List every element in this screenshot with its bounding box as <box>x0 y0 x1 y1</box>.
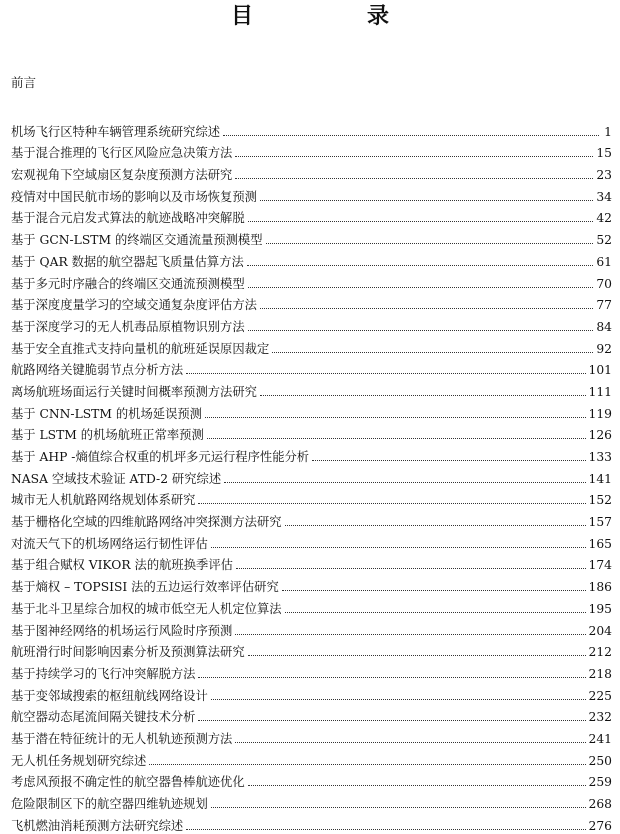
toc-entry[interactable] <box>11 617 612 639</box>
toc-entry[interactable] <box>11 747 612 769</box>
toc-entry[interactable] <box>11 378 612 400</box>
toc-entry-page: 84 <box>596 319 612 334</box>
toc-entry-title: 基于熵权 – TOPSISI 法的五边运行效率评估研究 <box>11 580 279 595</box>
toc-entry[interactable] <box>11 573 612 595</box>
toc-entry[interactable] <box>11 292 612 314</box>
dot-leader <box>236 568 586 569</box>
toc-entry-title: 航路网络关键脆弱节点分析方法 <box>11 363 184 378</box>
toc-entry-page: 92 <box>596 341 612 356</box>
toc-entry-title: 城市无人机航路网络规划体系研究 <box>11 493 196 508</box>
toc-entry-title: 基于 AHP -熵值综合权重的机坪多元运行程序性能分析 <box>11 450 310 464</box>
toc-entry-page: 165 <box>588 536 612 551</box>
toc-entry[interactable] <box>11 400 612 422</box>
toc-entry-title: 基于变邻域搜索的枢纽航线网络设计 <box>11 688 208 703</box>
toc-entry-title: 飞机燃油消耗预测方法研究综述 <box>11 818 184 833</box>
toc-entry-page: 23 <box>596 168 612 183</box>
page-title: 目 录 <box>230 3 435 29</box>
toc-entry[interactable] <box>11 270 612 292</box>
toc-entry-page: 259 <box>588 775 612 790</box>
toc-entry-title: 机场飞行区特种车辆管理系统研究综述 <box>11 124 221 139</box>
toc-entry-page: 77 <box>596 298 612 313</box>
toc-entry-page: 186 <box>588 580 612 595</box>
dot-leader <box>235 178 593 179</box>
toc-entry[interactable] <box>11 769 612 791</box>
preface-entry[interactable]: 前言 <box>11 75 37 90</box>
toc-entry-page: 218 <box>588 666 612 681</box>
dot-leader <box>248 785 586 786</box>
toc-entry-title: 基于混合元启发式算法的航迹战略冲突解脱 <box>11 211 245 226</box>
toc-entry[interactable] <box>11 226 612 248</box>
toc-entry-page: 141 <box>588 471 612 486</box>
toc-entry-title: 考虑风预报不确定性的航空器鲁棒航迹优化 <box>11 775 245 790</box>
dot-leader <box>247 265 594 266</box>
toc-entry-page: 126 <box>588 428 612 443</box>
toc-entry[interactable] <box>11 487 612 509</box>
toc-entry-title: 基于 CNN-LSTM 的机场延误预测 <box>11 406 202 421</box>
toc-entry[interactable] <box>11 443 612 465</box>
dot-leader <box>285 525 586 526</box>
dot-leader <box>198 677 585 678</box>
toc-entry-page: 250 <box>588 753 612 768</box>
toc-entry-page: 119 <box>588 406 612 421</box>
toc-entry-title: 基于 QAR 数据的航空器起飞质量估算方法 <box>11 254 244 269</box>
toc-entry[interactable] <box>11 552 612 574</box>
toc-entry-page: 34 <box>596 189 612 204</box>
toc-entry-page: 225 <box>588 688 612 703</box>
toc-entry[interactable] <box>11 205 612 227</box>
dot-leader <box>282 590 586 591</box>
toc-entry-title: 宏观视角下空域扇区复杂度预测方法研究 <box>11 168 233 183</box>
toc-entry[interactable] <box>11 335 612 357</box>
toc-entry-page: 1 <box>604 124 612 139</box>
toc-entry-page: 52 <box>596 233 612 248</box>
toc-entry[interactable] <box>11 682 612 704</box>
toc-entry-title: 基于持续学习的飞行冲突解脱方法 <box>11 666 196 681</box>
dot-leader <box>260 200 593 201</box>
dot-leader <box>207 438 586 439</box>
toc-entry[interactable] <box>11 704 612 726</box>
toc-entry-title: 离场航班场面运行关键时间概率预测方法研究 <box>11 384 257 399</box>
dot-leader <box>248 655 586 656</box>
table-of-contents <box>11 118 612 834</box>
toc-entry-page: 152 <box>588 493 612 508</box>
toc-entry-page: 212 <box>588 645 612 660</box>
toc-entry-page: 133 <box>588 450 612 464</box>
toc-entry[interactable] <box>11 530 612 552</box>
toc-entry-page: 15 <box>596 146 612 161</box>
dot-leader <box>248 287 594 288</box>
toc-entry[interactable] <box>11 508 612 530</box>
toc-entry-page: 42 <box>596 211 612 226</box>
toc-entry-title: 航空器动态尾流间隔关键技术分析 <box>11 710 196 725</box>
toc-entry-page: 101 <box>588 363 612 378</box>
toc-entry[interactable] <box>11 313 612 335</box>
toc-entry-title: 基于深度度量学习的空域交通复杂度评估方法 <box>11 298 257 313</box>
toc-entry[interactable] <box>11 248 612 270</box>
toc-entry-title: 基于混合推理的飞行区风险应急决策方法 <box>11 146 233 161</box>
toc-entry-title: 基于北斗卫星综合加权的城市低空无人机定位算法 <box>11 601 282 616</box>
dot-leader <box>248 221 594 222</box>
toc-entry-title: NASA 空域技术验证 ATD-2 研究综述 <box>11 471 222 486</box>
toc-entry-title: 危险限制区下的航空器四维轨迹规划 <box>11 797 208 811</box>
toc-entry-title: 疫情对中国民航市场的影响以及市场恢复预测 <box>11 189 257 204</box>
dot-leader <box>260 395 586 396</box>
toc-entry-page: 232 <box>588 710 612 725</box>
toc-entry-page: 195 <box>588 601 612 616</box>
dot-leader <box>235 742 585 743</box>
dot-leader <box>235 634 585 635</box>
dot-leader <box>186 829 585 830</box>
toc-entry-title: 航班滑行时间影响因素分析及预测算法研究 <box>11 645 245 660</box>
toc-entry-page: 174 <box>588 558 612 573</box>
toc-entry[interactable] <box>11 183 612 205</box>
toc-entry[interactable] <box>11 161 612 183</box>
toc-entry-page: 111 <box>588 384 612 399</box>
toc-entry-title: 基于多元时序融合的终端区交通流预测模型 <box>11 276 245 291</box>
dot-leader <box>211 547 586 548</box>
dot-leader <box>149 764 585 765</box>
toc-entry[interactable] <box>11 140 612 162</box>
dot-leader <box>248 330 594 331</box>
toc-entry-page: 268 <box>588 797 612 811</box>
toc-entry-title: 基于深度学习的无人机毒品原植物识别方法 <box>11 319 245 334</box>
dot-leader <box>198 503 585 504</box>
toc-entry[interactable] <box>11 422 612 444</box>
toc-entry-title: 基于安全直推式支持向量机的航班延误原因裁定 <box>11 341 270 356</box>
dot-leader <box>211 699 586 700</box>
toc-entry[interactable] <box>11 595 612 617</box>
dot-leader <box>205 417 586 418</box>
toc-entry-page: 157 <box>588 515 612 530</box>
dot-leader <box>272 352 593 353</box>
dot-leader <box>235 156 593 157</box>
toc-entry-page: 276 <box>588 818 612 833</box>
toc-entry[interactable] <box>11 790 612 812</box>
toc-entry-title: 基于 GCN-LSTM 的终端区交通流量预测模型 <box>11 233 263 248</box>
toc-entry[interactable] <box>11 639 612 661</box>
toc-entry[interactable] <box>11 812 612 834</box>
dot-leader <box>223 135 599 136</box>
dot-leader <box>224 482 585 483</box>
toc-entry-title: 基于图神经网络的机场运行风险时序预测 <box>11 623 233 638</box>
toc-entry-page: 61 <box>596 254 612 269</box>
dot-leader <box>266 243 594 244</box>
toc-entry[interactable] <box>11 660 612 682</box>
dot-leader <box>260 308 593 309</box>
toc-entry[interactable] <box>11 465 612 487</box>
toc-entry-title: 基于栅格化空域的四维航路网络冲突探测方法研究 <box>11 515 282 530</box>
dot-leader <box>198 720 585 721</box>
toc-entry-page: 204 <box>588 623 612 638</box>
toc-entry-title: 基于潜在特征统计的无人机轨迹预测方法 <box>11 731 233 746</box>
dot-leader <box>186 373 585 374</box>
toc-entry[interactable] <box>11 118 612 140</box>
toc-entry[interactable] <box>11 725 612 747</box>
dot-leader <box>285 612 586 613</box>
toc-entry-page: 70 <box>596 276 612 291</box>
dot-leader <box>211 807 586 808</box>
toc-entry-title: 无人机任务规划研究综述 <box>11 753 147 768</box>
toc-entry-title: 基于 LSTM 的机场航班正常率预测 <box>11 428 204 443</box>
toc-entry-title: 对流天气下的机场网络运行韧性评估 <box>11 536 208 551</box>
toc-entry-page: 241 <box>588 731 612 746</box>
dot-leader <box>312 460 585 461</box>
toc-entry[interactable] <box>11 357 612 379</box>
toc-entry-title: 基于组合赋权 VIKOR 法的航班换季评估 <box>11 558 233 573</box>
